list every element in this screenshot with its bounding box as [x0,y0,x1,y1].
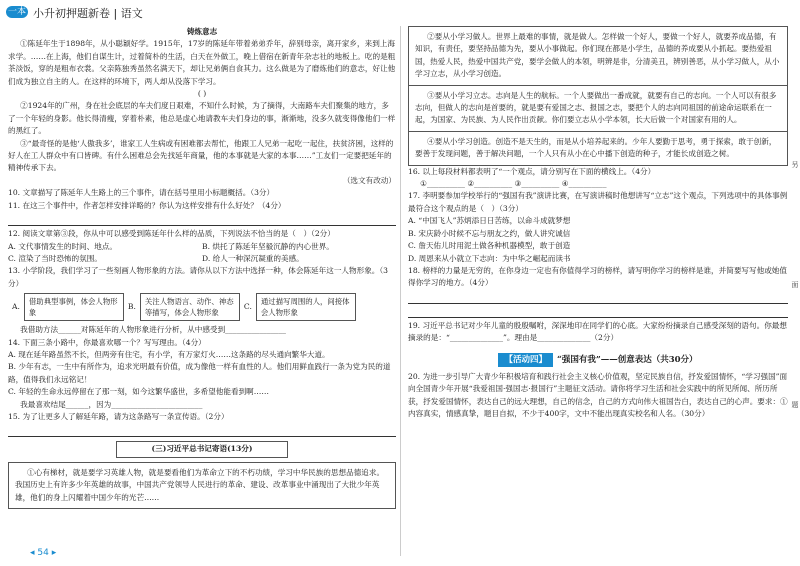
q14-option-b: B. 少年有志，一生中有所作为，追求光明最有价值，成为像他一样有血性的人。他们用鲜血践行一条为党为民的道路，值得我们永远铭记！ [8,362,391,384]
side-tab-2: 面 [791,281,799,289]
question-18: 18. 榜样的力量是无穷的，在你身边一定也有你值得学习的榜样，请写明你学习的榜样是谁，并简要写写他或她值得你学习的地方。（4分） [408,265,787,288]
question-15: 15. 为了让更多人了解延年路，请为这条路写一条宣传语。（2分） [8,411,229,421]
header-bar [0,0,800,24]
q12-option-b[interactable]: B. 烘托了陈延年坚毅沉静的内心世界。 [202,241,334,251]
quote-4-text: ④要从小学习创造。创造不是天生的，而是从小培养起来的。少年人要勤于思考，勇于探索，敢于创新，要善于发现问题，善于解决问题，一个人只有从小在心中播下创造的种子，才能长成创造之树。 [415,136,777,159]
q12-option-d[interactable]: D. 给人一种深沉凝重的美感。 [202,253,304,263]
question-13: 13. 小学阶段，我们学习了一些刻画人物形象的方法。请你从以下方法中选择一种，体会陈延年这一人物形象。（3分） [8,266,389,288]
activity-4-label: 【活动四】 [498,353,553,367]
method-b-box[interactable]: 关注人物语言、动作、神态等描写，体会人物形象 [140,293,240,321]
passage-p1: ①陈延年生于1898年，从小聪颖好学。1915年，17岁的陈延年带着弟弟乔年，辞别母亲，离开家乡，来到上海求学。……在上海，他们自谋生计，过着简朴的生活，白天在外做工，晚上借宿在新青年杂志社的地板上。吃的是粗茶淡饭，穿的是粗布衣裳。父亲陈独秀虽然名满天下，却让兄弟俩自食其力。这么做是为了磨炼他们的意志，好让他们成为独立自主的人。在这样的环境下，两人却从没落下学习。 [8,39,396,86]
passage-p2: ②1924年的广州，身在社会底层的车夫们度日艰难，不知什么时候，为了摘得，大南路车夫们聚集的地方，多了一个年轻的身影。他长得清瘦，穿着朴素，他总是虚心地请教车夫们身边的事，渐渐地，没多久就变得像他们一样的黑红了。 [8,101,396,136]
passage-source: （选文有改动） [342,175,396,185]
side-tab-3: 题 [791,401,799,409]
quote-3-text: ③要从小学习立志。志向是人生的航标。一个人要做出一番成就，就要有自己的志向。一个人可以有很多志向，但做人的志向是首要的，就是要有爱国之志、报国之志，要把个人的志向同祖国的前途命运联系在一起，为国家、为民族、为人民作出贡献。你们要立志从小学本领，长大后做一个对国家有用的人。 [415,90,777,125]
answer-line[interactable] [408,292,788,304]
q17-option-b[interactable]: B. 宋庆龄小时候不忘与朋友之约，做人讲究诚信 [408,228,571,238]
question-14: 14. 下面三条小路中，你最喜欢哪一个？写写理由。（4分） [8,337,206,347]
q14-option-a: A. 现在延年路虽然不长，但两旁有住宅，有小学，有万家灯火……这条路的尽头通向繁华大道。 [8,349,330,359]
q13-fill[interactable]: 我借助方法______对陈延年的人物形象进行分析，从中感受到________________ [20,325,286,335]
quote-box-4 [408,132,788,166]
page-number: ◂ 54 ▸ [30,548,57,558]
q12-option-c[interactable]: C. 渲染了当时恐怖的氛围。 [8,253,102,263]
method-b-label: B. [127,301,136,311]
left-column [8,26,396,509]
method-a-label: A. [12,301,20,311]
method-a-box[interactable]: 借助典型事例，体会人物形象 [24,293,124,321]
answer-line[interactable] [8,425,396,437]
quote-2-text: ②要从小学习做人。世界上最难的事情，就是做人。怎样做一个好人，要做一个好人，就要养成品德，有知识，有责任，要坚持品德为先，要从小事做起。你们现在都是小学生，品德的养成要从小抓起。要热爱祖国，热爱人民，热爱中国共产党，要学会做人的本领，明辨是非，分清美丑，辨别善恶，从小学习做人，从小学习立志，从小学习创造。 [415,32,780,79]
right-column [408,26,788,421]
series-title: 小升初押题新卷 | 语文 [33,7,143,20]
passage-p3: ③“最奇怪的是他‘人傲我多’，谁家工人生病或有困难都去帮忙，他跟工人兄弟一起吃一起住，扶贫济困，这样的好人在工人群众中有口皆碑。有什么困难总会先找延年商量，他的本事就是大家的本事……”工友们一定要把延年的精神传承下去。 [8,138,394,173]
question-20: 20. 为进一步引导广大青少年积极培育和践行社会主义核心价值观，坚定民族自信，抒发爱国情怀，“学习强国”面向全国青少年开展“我爱祖国·强国志·报国行”主题征文活动。请你将学习生活和社会实践中的所见所闻、所历所获，抒发爱国情怀，表达自己的远大理想，自己的信念，自己的方式向伟大祖国告白，表达自己的心声。要求：①内容真实，情感真挚，题目自拟，不少于400字，文中不能出现真实校名和人名。（30分） [408,371,788,419]
method-c-label: C. [243,301,252,311]
q17-option-a[interactable]: A. “中国飞人”苏炳添日日苦练，以命斗成就梦想 [408,216,571,226]
page-number-text: 54 [37,548,49,558]
answer-line[interactable] [408,306,788,318]
activity-4-header [408,353,788,367]
question-16: 16. 以上每段材料都表明了“一个观点，请分别写在下面的横线上。（4分） [408,166,656,176]
question-10: 10. 文章描写了陈延年人生路上的三个事件，请在括号里用小标题概括。（3分） [8,188,275,198]
q17-option-d[interactable]: D. 周恩来从小就立下志向：为中华之崛起而读书 [408,253,571,263]
q16-fill[interactable]: ①__________ ②__________ ③__________ ④__________ [420,179,607,189]
quote-box-1 [8,462,396,509]
method-c-box[interactable]: 通过描写周围的人，间接体会人物形象 [256,293,356,321]
question-19[interactable]: 19. 习近平总书记对少年儿童的殷殷嘱咐，深深地印在同学们的心底。大家纷纷摘录自己感受深刻的语句。你最想摘录的是：“______________”。理由是______________（2分） [408,320,787,343]
q12-options-row1 [8,241,396,253]
method-boxes [12,293,396,321]
quote-box-2 [408,26,788,86]
question-11: 11. 在这三个事件中，作者怎样安排详略的？你认为这样安排有什么好处？（4分） [8,200,286,210]
q12-options-row2 [8,253,396,265]
series-badge: 一本 [7,7,26,17]
q17-option-c[interactable]: C. 詹天佑儿时用泥土做各种机器模型，敢于创造 [408,241,571,251]
passage-title: 铸炼意志 [186,27,218,36]
q14-fill[interactable]: 我最喜欢结尾______，因为________________________ [20,399,203,409]
section-3-title: (三)习近平总书记寄语(13分) [116,441,288,457]
answer-line[interactable] [8,214,396,226]
question-17: 17. 李明要参加学校举行的“强国有我”演讲比赛，在写演讲稿时他想讲写“立志”这个观点，下列选项中的具体事例最符合这个观点的是（ ）（3分） [408,191,788,213]
quote-box-3 [408,86,788,132]
passage-blank: ( ) [197,89,207,99]
q12-option-a[interactable]: A. 文代事情发生的时间、地点。 [8,241,118,251]
column-divider [400,26,401,556]
q14-option-c: C. 年轻的生命永远停留在了那一刻，如今这繁华盛世，多希望他能看到啊…… [8,387,269,397]
question-12: 12. 阅读文章第③段，你从中可以感受到陈延年什么样的品质，下列说法不恰当的是（ ）（2分） [8,229,335,239]
side-tab-1: 另 [791,161,799,169]
activity-4-title: “强国有我”——创意表达（共30分） [556,354,698,365]
quote-1-text: ①心有梯材，就是要学习英雄人物，就是要看他们为革命立下的不朽功绩，学习中华民族的思想品德追求。我国历史上有许多少年英雄的故事，中国共产党领导人民进行的革命、建设、改革事业中涌现出了大批少年英雄，他们的身上闪耀着中国少年的光芒…… [15,467,385,502]
